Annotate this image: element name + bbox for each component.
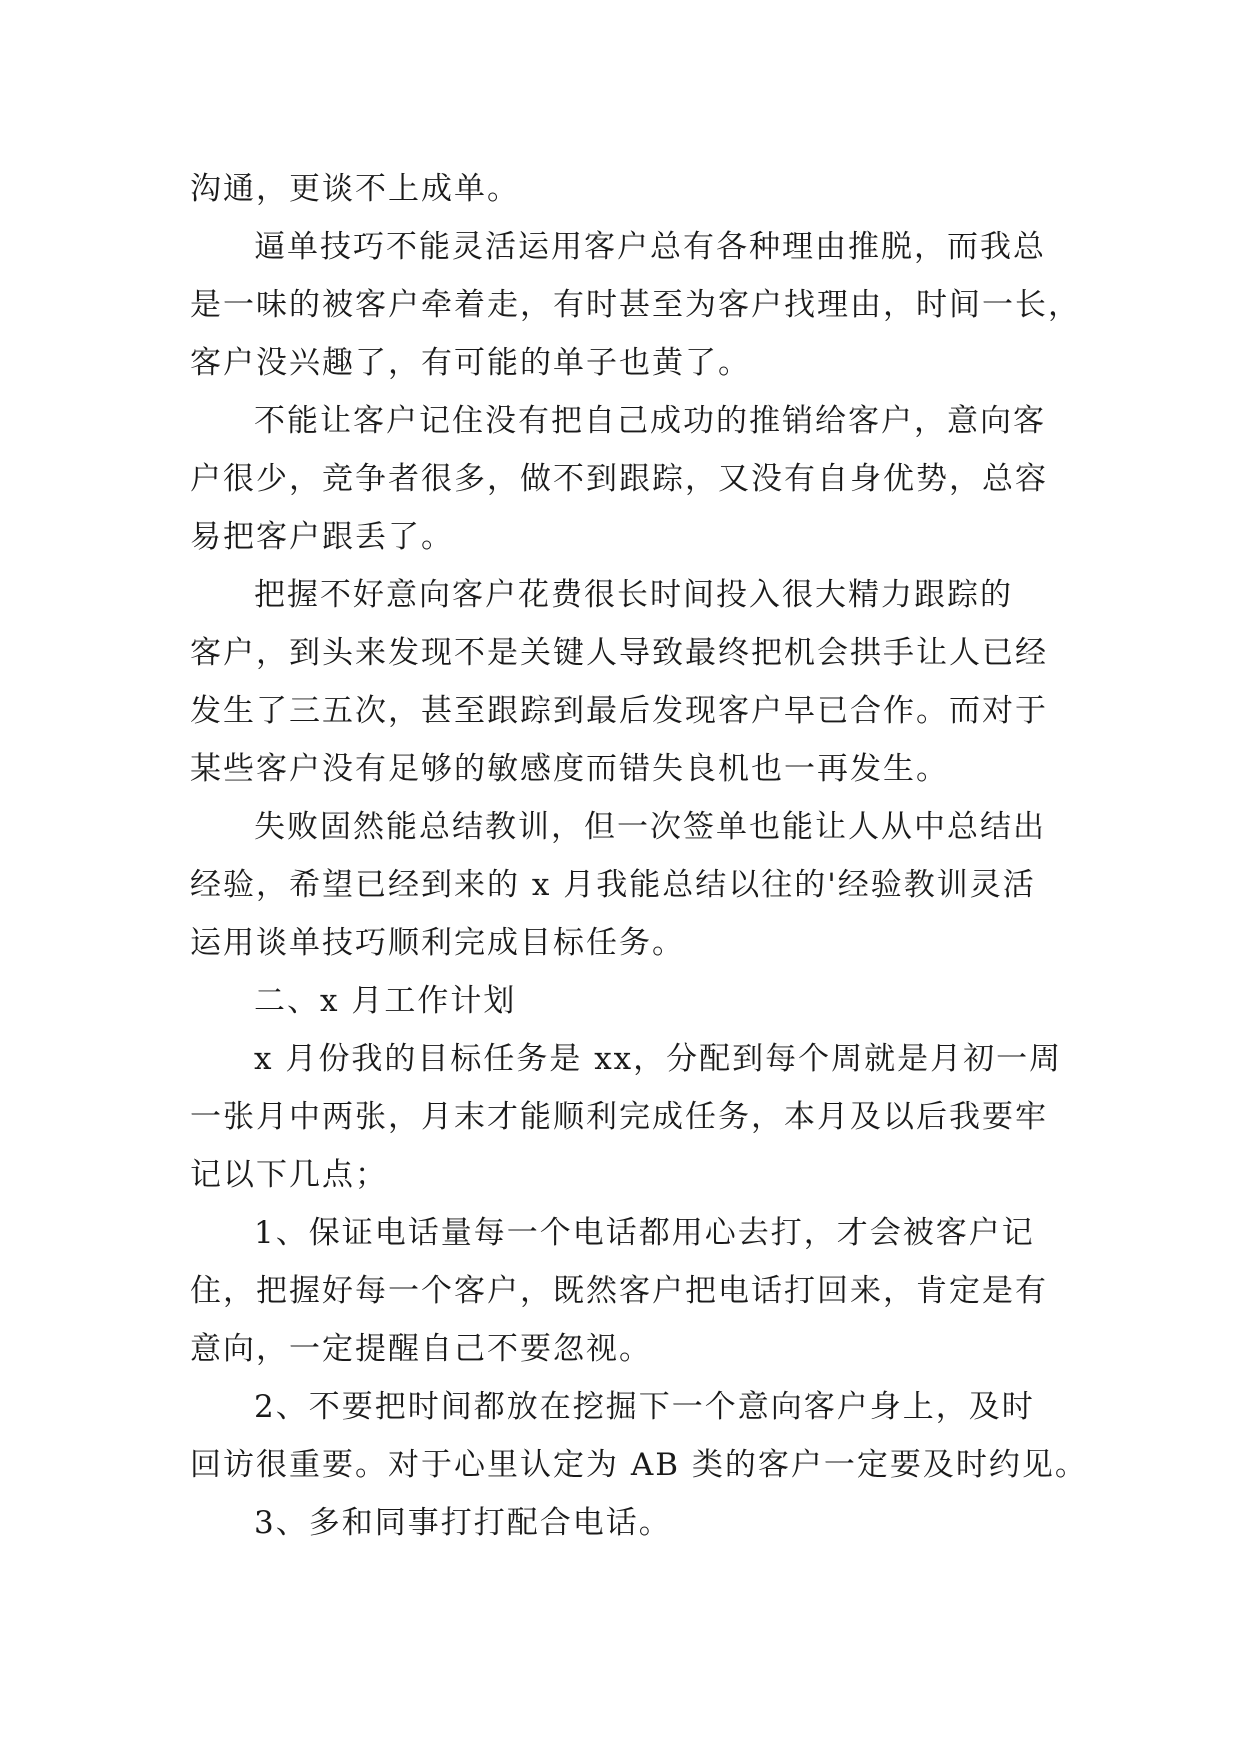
section-heading: 二、x 月工作计划 [254, 983, 517, 1019]
text-line: 记以下几点； [190, 1157, 388, 1193]
text-line: 住，把握好每一个客户，既然客户把电话打回来，肯定是有 [190, 1273, 1048, 1309]
paragraph-first-line: 把握不好意向客户花费很长时间投入很大精力跟踪的 [254, 577, 1013, 613]
text-line: 运用谈单技巧顺利完成目标任务。 [190, 925, 685, 961]
text-line: 沟通，更谈不上成单。 [190, 171, 520, 207]
paragraph-first-line: 逼单技巧不能灵活运用客户总有各种理由推脱，而我总 [254, 229, 1046, 265]
text-line: 户很少，竞争者很多，做不到跟踪，又没有自身优势，总容 [190, 461, 1048, 497]
text-line: 易把客户跟丢了。 [190, 519, 454, 555]
paragraph-first-line: 失败固然能总结教训，但一次签单也能让人从中总结出 [254, 809, 1046, 845]
paragraph-first-line: 不能让客户记住没有把自己成功的推销给客户，意向客 [254, 403, 1046, 439]
paragraph-first-line: x 月份我的目标任务是 xx，分配到每个周就是月初一周 [254, 1041, 1063, 1077]
text-line: 客户，到头来发现不是关键人导致最终把机会拱手让人已经 [190, 635, 1048, 671]
text-line: 某些客户没有足够的敏感度而错失良机也一再发生。 [190, 751, 949, 787]
list-item-first-line: 2、不要把时间都放在挖掘下一个意向客户身上，及时 [254, 1389, 1035, 1425]
text-line: 发生了三五次，甚至跟踪到最后发现客户早已合作。而对于 [190, 693, 1048, 729]
text-line: 意向，一定提醒自己不要忽视。 [190, 1331, 652, 1367]
document-body [190, 160, 1088, 1552]
text-line: 回访很重要。对于心里认定为 AB 类的客户一定要及时约见。 [190, 1447, 1088, 1483]
list-item-first-line: 3、多和同事打打配合电话。 [254, 1505, 672, 1541]
list-item-first-line: 1、保证电话量每一个电话都用心去打，才会被客户记 [254, 1215, 1035, 1251]
text-line: 一张月中两张，月末才能顺利完成任务，本月及以后我要牢 [190, 1099, 1048, 1135]
text-line: 经验，希望已经到来的 x 月我能总结以往的'经验教训灵活 [190, 867, 1036, 903]
text-line: 是一味的被客户牵着走，有时甚至为客户找理由，时间一长， [190, 287, 1081, 323]
text-line: 客户没兴趣了，有可能的单子也黄了。 [190, 345, 751, 381]
